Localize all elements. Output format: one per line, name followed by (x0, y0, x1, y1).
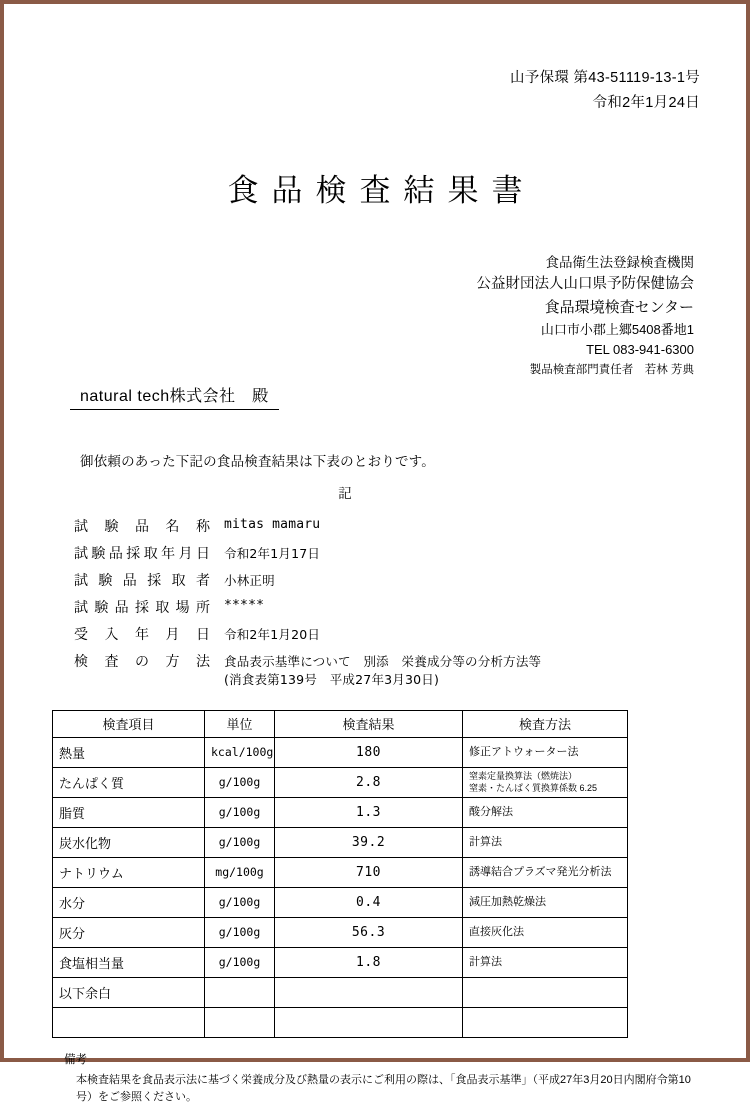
cell-method: 直接灰化法 (463, 917, 628, 947)
info-row (74, 570, 700, 590)
cell-unit: mg/100g (205, 857, 275, 887)
column-header-item: 検査項目 (53, 710, 205, 737)
info-label: 受入年月日 (74, 625, 210, 642)
info-value-line2: (消食表第139号 平成27年3月30日) (224, 671, 440, 687)
cell-result: 710 (275, 857, 463, 887)
remarks-title: 備考 (64, 1053, 87, 1066)
cell-result (275, 1007, 463, 1037)
info-value: 小林正明 (224, 572, 275, 588)
cell-method: 修正アトウォーター法 (463, 737, 628, 767)
table-row (53, 797, 628, 827)
cell-method (463, 977, 628, 1007)
cell-method-line2: 窒素・たんぱく質換算係数 6.25 (469, 783, 598, 794)
cell-method: 減圧加熱乾燥法 (463, 887, 628, 917)
addressee-name: natural tech株式会社 殿 (70, 383, 279, 410)
cell-item: ナトリウム (53, 857, 205, 887)
results-table-wrap (50, 710, 700, 1038)
table-row (53, 827, 628, 857)
cell-method (463, 1007, 628, 1037)
info-value (224, 651, 541, 688)
cell-item: 食塩相当量 (53, 947, 205, 977)
cell-unit: g/100g (205, 887, 275, 917)
document-date: 令和2年1月24日 (592, 95, 700, 112)
table-row-blank-notice (53, 977, 628, 1007)
sample-info-block (50, 516, 700, 688)
cell-result: 39.2 (275, 827, 463, 857)
info-row (74, 651, 700, 688)
cell-item: 炭水化物 (53, 827, 205, 857)
table-row (53, 887, 628, 917)
lead-text: 御依頼のあった下記の食品検査結果は下表のとおりです。 (80, 453, 435, 469)
cell-item: 熱量 (53, 737, 205, 767)
cell-result: 180 (275, 737, 463, 767)
column-header-method: 検査方法 (463, 710, 628, 737)
info-row (74, 597, 700, 617)
table-row (53, 737, 628, 767)
document-header (50, 6, 700, 117)
ki-mark: 記 (338, 485, 352, 501)
column-header-result: 検査結果 (275, 710, 463, 737)
issuer-address: 山口市小郡上郷5408番地1 (540, 321, 694, 337)
table-row (53, 947, 628, 977)
issuer-organization: 公益財団法人山口県予防保健協会 (476, 276, 694, 293)
addressee-block (50, 383, 700, 410)
cell-item: 以下余白 (53, 977, 205, 1007)
cell-unit: g/100g (205, 767, 275, 797)
info-value: ***** (224, 597, 265, 613)
info-row (74, 543, 700, 563)
results-table (52, 710, 628, 1038)
cell-method (463, 767, 628, 797)
issuer-block (50, 252, 700, 379)
info-label: 試験品採取場所 (74, 598, 210, 615)
cell-unit (205, 977, 275, 1007)
cell-result: 56.3 (275, 917, 463, 947)
cell-unit: kcal/100g (205, 737, 275, 767)
cell-item: 脂質 (53, 797, 205, 827)
info-value: 令和2年1月17日 (224, 545, 321, 561)
cell-unit (205, 1007, 275, 1037)
document-number: 山予保環 第43-51119-13-1号 (509, 70, 700, 86)
table-row (53, 857, 628, 887)
table-row (53, 917, 628, 947)
table-row (53, 767, 628, 797)
cell-method: 誘導結合プラズマ発光分析法 (463, 857, 628, 887)
info-value: mitas mamaru (224, 516, 321, 532)
cell-item (53, 1007, 205, 1037)
cell-item: 水分 (53, 887, 205, 917)
info-label: 試験品名称 (74, 517, 210, 534)
info-label: 検査の方法 (74, 652, 210, 669)
cell-method: 酸分解法 (463, 797, 628, 827)
issuer-center: 食品環境検査センター (544, 298, 694, 316)
table-header-row (53, 710, 628, 737)
cell-unit: g/100g (205, 797, 275, 827)
info-value-line1: 食品表示基準について 別添 栄養成分等の分析方法等 (224, 653, 542, 669)
cell-result (275, 977, 463, 1007)
info-value: 令和2年1月20日 (224, 626, 321, 642)
cell-method: 計算法 (463, 947, 628, 977)
cell-unit: g/100g (205, 827, 275, 857)
cell-method-line1: 窒素定量換算法（燃焼法） (469, 771, 578, 782)
remarks-body: 本検査結果を食品表示法に基づく栄養成分及び熱量の表示にご利用の際は、「食品表示基準」（平成27年3月20日内閣府令第10号）をご参照ください。 (76, 1073, 691, 1103)
page-title: 食品検査結果書 (227, 172, 536, 209)
cell-item: たんぱく質 (53, 767, 205, 797)
cell-result: 1.3 (275, 797, 463, 827)
issuer-telephone: TEL 083-941-6300 (586, 342, 694, 358)
info-row (74, 516, 700, 536)
document-sheet (4, 4, 746, 1103)
cell-item: 灰分 (53, 917, 205, 947)
info-label: 試験品採取年月日 (74, 544, 210, 561)
info-row (74, 624, 700, 644)
issuer-registration: 食品衛生法登録検査機関 (545, 254, 694, 270)
cell-unit: g/100g (205, 917, 275, 947)
issuer-responsible-person: 製品検査部門責任者 若林 芳典 (529, 363, 694, 376)
cell-result: 1.8 (275, 947, 463, 977)
cell-method: 計算法 (463, 827, 628, 857)
table-row-empty (53, 1007, 628, 1037)
remarks-block (50, 1052, 700, 1106)
cell-unit: g/100g (205, 947, 275, 977)
cell-result: 2.8 (275, 767, 463, 797)
cell-result: 0.4 (275, 887, 463, 917)
info-label: 試験品採取者 (74, 571, 210, 588)
column-header-unit: 単位 (205, 710, 275, 737)
